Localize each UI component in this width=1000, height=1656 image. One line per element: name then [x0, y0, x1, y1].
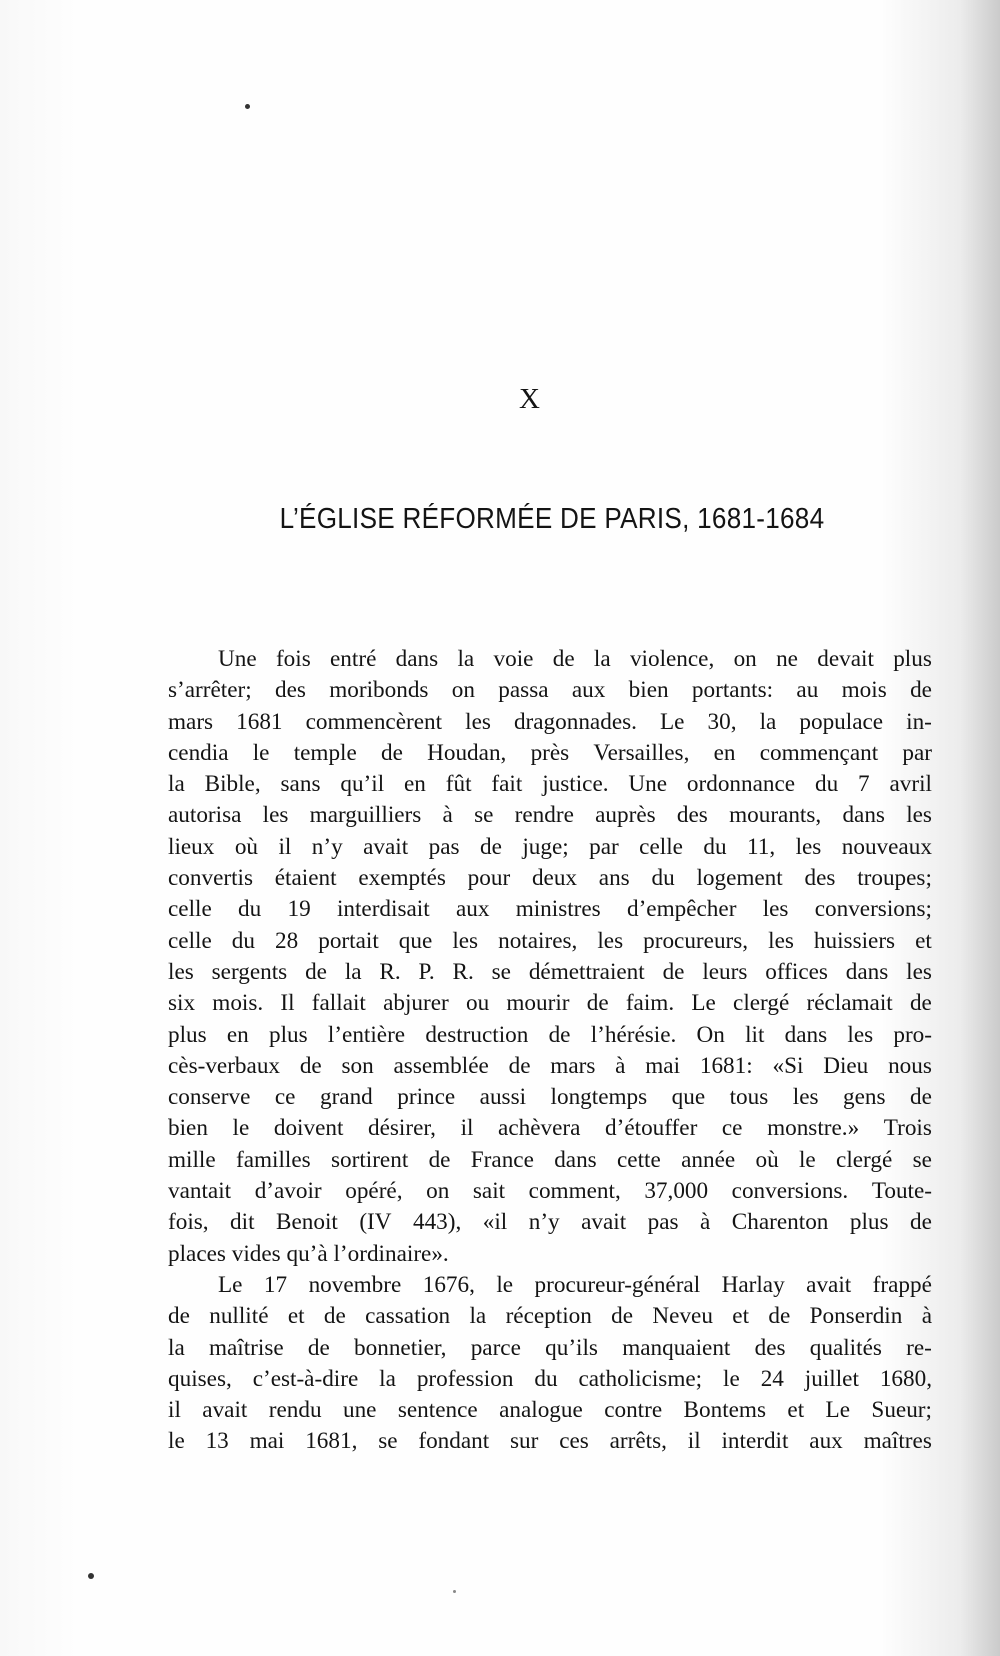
paragraph-1: [168, 644, 932, 1270]
text-line: les sergents de la R. P. R. se démettraient de leurs offices dans les: [168, 958, 932, 985]
ink-speck: [453, 1590, 456, 1593]
text-line: s’arrêter; des moribonds on passa aux bien portants: au mois de: [168, 677, 932, 704]
text-line: Une fois entré dans la voie de la violence, on ne devait plus: [218, 646, 932, 672]
text-line: celle du 28 portait que les notaires, les procureurs, les huissiers et: [168, 927, 932, 954]
page-edge-shadow: [960, 0, 1000, 1656]
chapter-body: [168, 644, 932, 1458]
text-line: fois, dit Benoit (IV 443), «il n’y avait pas à Charenton plus de: [168, 1209, 932, 1236]
text-line: vantait d’avoir opéré, on sait comment, 37,000 conversions. Toute-: [168, 1178, 932, 1205]
chapter-number: X: [519, 383, 541, 415]
text-line: quises, c’est-à-dire la profession du catholicisme; le 24 juillet 1680,: [168, 1365, 932, 1392]
text-line: il avait rendu une sentence analogue contre Bontems et Le Sueur;: [168, 1397, 932, 1424]
chapter-title: L’ÉGLISE RÉFORMÉE DE PARIS, 1681-1684: [279, 503, 825, 535]
text-line: plus en plus l’entière destruction de l’hérésie. On lit dans les pro-: [168, 1021, 932, 1048]
text-line: Le 17 novembre 1676, le procureur-général Harlay avait frappé: [218, 1271, 932, 1298]
text-line: cendia le temple de Houdan, près Versailles, en commençant par: [168, 739, 932, 766]
text-line: places vides qu’à l’ordinaire».: [168, 1240, 449, 1267]
text-line: autorisa les marguilliers à se rendre auprès des mourants, dans les: [168, 802, 932, 829]
ink-speck: [245, 104, 250, 109]
text-line: lieux où il n’y avait pas de juge; par celle du 11, les nouveaux: [168, 833, 932, 860]
text-line: la maîtrise de bonnetier, parce qu’ils manquaient des qualités re-: [168, 1334, 932, 1361]
text-line: de nullité et de cassation la réception de Neveu et de Ponserdin à: [168, 1303, 932, 1330]
text-line: celle du 19 interdisait aux ministres d’empêcher les conversions;: [168, 896, 932, 923]
paragraph-2: [168, 1270, 932, 1458]
bleed-through-text: [165, 118, 935, 149]
text-line: cès-verbaux de son assemblée de mars à mai 1681: «Si Dieu nous: [168, 1052, 932, 1079]
text-line: mille familles sortirent de France dans cette année où le clergé se: [168, 1146, 932, 1173]
text-line: conserve ce grand prince aussi longtemps que tous les gens de: [168, 1084, 932, 1111]
text-line: la Bible, sans qu’il en fût fait justice. Une ordonnance du 7 avril: [168, 771, 932, 798]
text-line: mars 1681 commencèrent les dragonnades. Le 30, la populace in-: [168, 708, 932, 735]
text-line: convertis étaient exemptés pour deux ans du logement des troupes;: [168, 865, 932, 892]
ink-speck: [88, 1573, 94, 1579]
text-line: bien le doivent désirer, il achèvera d’étouffer ce monstre.» Trois: [168, 1115, 932, 1142]
text-line: six mois. Il fallait abjurer ou mourir de faim. Le clergé réclamait de: [168, 990, 932, 1017]
text-line: le 13 mai 1681, se fondant sur ces arrêts, il interdit aux maîtres: [168, 1428, 932, 1455]
